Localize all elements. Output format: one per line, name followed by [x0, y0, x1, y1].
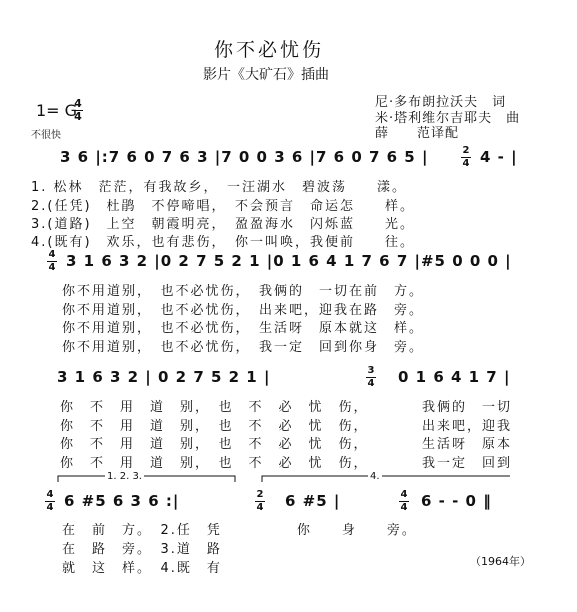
- system2-lyric-line: 你不用道别， 也不必忧伤， 我一定 回到你身 旁。: [62, 340, 425, 355]
- system4-notes-a: 6 #5 6 3 6 :|: [64, 492, 180, 510]
- year-note: （1964年）: [470, 555, 531, 568]
- system4-time-signature-1: [45, 490, 55, 513]
- system4-time-signature-2: [255, 490, 265, 513]
- system3-lyric-line: 你 不 用 道 别， 也 不 必 忧 伤， 出来吧，迎我: [60, 419, 513, 434]
- time-sig-top: 4: [400, 489, 408, 500]
- subtitle: 影片《大矿石》插曲: [203, 67, 329, 83]
- system3-lyric-line: 你 不 用 道 别， 也 不 必 忧 伤， 生活呀 原本: [60, 437, 513, 452]
- time-sig-top: 2: [462, 145, 470, 156]
- system1-lyric-line: 1. 松林 茫茫，有我故乡， 一汪湖水 碧波荡 漾。: [31, 180, 408, 195]
- time-sig-bottom: 4: [46, 502, 54, 513]
- time-sig-top: 4: [48, 249, 56, 260]
- volta-label-2: 4.: [370, 471, 380, 482]
- system2-lyric-line: 你不用道别， 也不必忧伤， 我俩的 一切在前 方。: [62, 284, 425, 299]
- time-sig-bottom: 4: [256, 502, 264, 513]
- tempo-marking: 不很快: [31, 130, 61, 141]
- system4-time-signature-3: [399, 490, 409, 513]
- system4-lyric-line: 在 前 方。 2.任 凭 你 身 旁。: [62, 523, 417, 538]
- system1-end-notes: 4 - |: [480, 148, 518, 166]
- composer-credit: 米·塔利维尔吉耶夫 曲: [375, 111, 521, 126]
- time-sig-bottom: 4: [367, 378, 375, 389]
- time-sig-bottom: 4: [74, 110, 82, 123]
- system2-lyric-line: 你不用道别， 也不必忧伤， 生活呀 原本就这 样。: [62, 321, 425, 336]
- translator-credit: 薛 范译配: [375, 126, 460, 141]
- system1-lyric-line: 2.(任凭) 杜鹃 不停啼唱， 不会预言 命运怎 样。: [31, 199, 416, 214]
- system3-lyric-line: 你 不 用 道 别， 也 不 必 忧 伤， 我俩的 一切: [60, 400, 513, 415]
- system4-lyric-line: 在 路 旁。 3.道 路: [62, 542, 222, 557]
- system4-notes-c: 6 - - 0 ‖: [421, 492, 492, 510]
- system4-notes-b: 6 #5 |: [285, 492, 341, 510]
- system3-notes-a: 3 1 6 3 2 | 0 2 7 5 2 1 |: [57, 368, 271, 386]
- system2-notes: 3 1 6 3 2 |0 2 7 5 2 1 |0 1 6 4 1 7 6 7 |#5 0 0 0 |: [66, 252, 512, 270]
- time-sig-top: 4: [46, 489, 54, 500]
- time-sig-bottom: 4: [462, 158, 470, 169]
- volta-bracket-1: [58, 476, 235, 482]
- time-sig-top: 4: [74, 97, 82, 110]
- system2-lyric-line: 你不用道别， 也不必忧伤， 出来吧，迎我在路 旁。: [62, 303, 425, 318]
- system1-lyric-line: 4.(既有) 欢乐，也有悲伤， 你一叫唤，我便前 往。: [31, 235, 416, 250]
- system3-notes-b: 0 1 6 4 1 7 |: [398, 368, 511, 386]
- page-title: 你不必忧伤: [214, 39, 325, 61]
- volta-bracket-2: [262, 476, 510, 482]
- time-sig-bottom: 4: [400, 502, 408, 513]
- system4-lyric-line: 就 这 样。 4.既 有: [62, 561, 222, 576]
- key-signature: 1= G: [36, 101, 78, 120]
- volta-label-1: 1. 2. 3.: [107, 471, 142, 482]
- lyricist-credit: 尼·多布朗拉沃夫 词: [375, 95, 507, 110]
- time-sig-bottom: 4: [48, 262, 56, 273]
- system3-lyric-line: 你 不 用 道 别， 也 不 必 忧 伤， 我一定 回到: [60, 456, 513, 471]
- system1-lyric-line: 3.(道路) 上空 朝霞明亮， 盈盈海水 闪烁蓝 光。: [31, 217, 416, 232]
- system1-notes: 3 6 |:7 6 0 7 6 3 |7 0 0 3 6 |7 6 0 7 6 5 |: [60, 148, 429, 166]
- time-sig-top: 2: [256, 489, 264, 500]
- time-sig-top: 3: [367, 365, 375, 376]
